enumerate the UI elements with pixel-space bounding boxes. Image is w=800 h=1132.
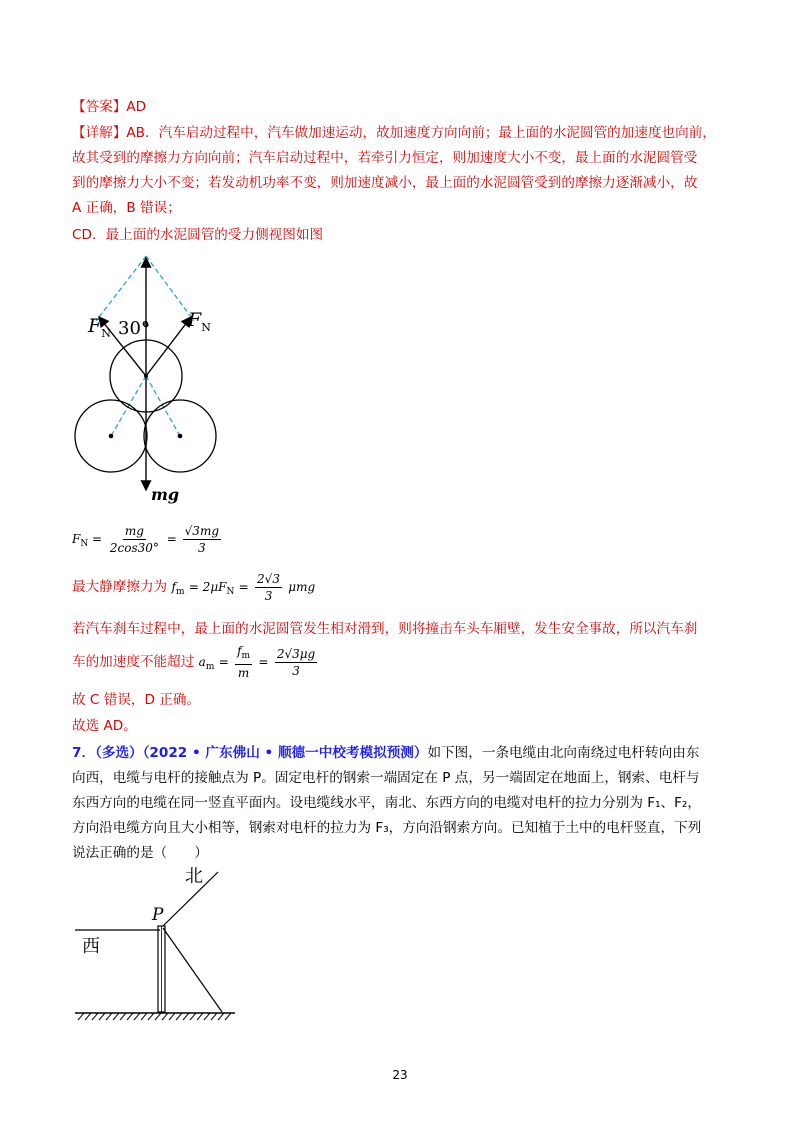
question-7-line-2: 向西，电缆与电杆的接触点为 P。固定电杆的钢索一端固定在 P 点，另一端固定在地面上，钢索、电杆与 xyxy=(72,770,700,786)
fn-right-label: $F_N$ xyxy=(188,309,211,334)
answer-value: AD xyxy=(126,99,147,115)
question-7-line-1 xyxy=(72,742,699,764)
guy-wire xyxy=(163,928,222,1012)
detail-tag: 【详解】 xyxy=(72,125,127,141)
detail-line-1 xyxy=(72,122,716,144)
mg-label: mg xyxy=(151,485,180,504)
force-diagram xyxy=(66,246,236,506)
answer-line xyxy=(72,96,146,118)
eq1-fraction-2: $\frac{√3mg}{3}$ xyxy=(184,524,219,555)
right-center-dot xyxy=(178,434,183,439)
left-center-dot xyxy=(109,434,114,439)
north-label: 北 xyxy=(185,866,203,887)
page-number: 23 xyxy=(392,1068,408,1082)
question-text-1: 如下图，一条电缆由北向南绕过电杆转向由东 xyxy=(427,745,700,761)
brake-line-2-prefix: 车的加速度不能超过 xyxy=(72,654,195,670)
answer-tag: 【答案】 xyxy=(72,99,127,115)
question-source-tag: （多选）（2022 • 广东佛山 • 顺德一中校考模拟预测） xyxy=(95,745,428,761)
eq1-lhs: $F_N$ xyxy=(72,532,89,549)
eq3-fraction-2: $\frac{2√3\mu g}{3}$ xyxy=(276,646,316,678)
angle-label: 30° xyxy=(118,318,150,339)
fn-left-label: $F_N$ xyxy=(88,315,111,340)
eq3-fraction-1: $\frac{f_m}{m}$ xyxy=(237,644,251,680)
eq2-mid: = $2\mu F_N$ xyxy=(188,580,235,597)
equation-fn: $F_N$ = $\frac{mg}{2\cos 30^\circ}$ = $\frac{√3mg}{3}$ xyxy=(72,524,219,555)
point-p-label: P xyxy=(152,905,164,925)
conclusion-line-1: 故 C 错误，D 正确。 xyxy=(72,692,201,708)
brake-line-2: 车的加速度不能超过 $a_m$ = $\frac{f_m}{m}$ = $\frac{2√3\mu g}{3}$ xyxy=(72,644,316,680)
pole-diagram xyxy=(70,862,250,1022)
detail-line-4: A 正确，B 错误； xyxy=(72,200,181,216)
fn-right-arrow xyxy=(146,317,191,376)
question-7-line-4: 方向沿电缆方向且大小相等，钢索对电杆的拉力为 F₃，方向沿钢索方向。已知植于土中的电杆竖直，下列 xyxy=(72,820,702,836)
eq2-prefix: 最大静摩擦力为 xyxy=(72,579,168,595)
question-number: 7． xyxy=(72,745,96,761)
detail-line-2: 故其受到的摩擦力方向向前；汽车启动过程中，若牵引力恒定，则加速度大小不变，最上面的水泥圆管受 xyxy=(72,150,698,166)
eq1-fraction-1: $\frac{mg}{2\cos 30^\circ}$ xyxy=(109,524,159,555)
dashed-construction-lines xyxy=(96,256,194,436)
detail-line-5: CD．最上面的水泥圆管的受力侧视图如图 xyxy=(72,227,324,243)
eq3-lhs: $a_m$ xyxy=(198,655,215,672)
brake-line-1: 若汽车刹车过程中，最上面的水泥圆管发生相对滑到，则将撞击车头车厢壁，发生安全事故，所以汽车刹 xyxy=(72,621,698,637)
question-7-line-3: 东西方向的电缆在同一竖直平面内。设电缆线水平，南北、东西方向的电缆对电杆的拉力分别为 F₁、F₂， xyxy=(72,795,701,811)
eq2-fraction: $\frac{2√3}{3}$ xyxy=(257,571,280,603)
eq2-lhs: $f_m$ xyxy=(171,580,185,597)
question-7-line-5: 说法正确的是（ ） xyxy=(72,845,208,861)
detail-text-1: AB．汽车启动过程中，汽车做加速运动，故加速度方向向前；最上面的水泥圆管的加速度也向前， xyxy=(126,125,716,141)
detail-line-3: 到的摩擦力大小不变；若发动机功率不变，则加速度减小，最上面的水泥圆管受到的摩擦力逐渐减小，故 xyxy=(72,175,698,191)
equation-max-friction: 最大静摩擦力为 $f_m = 2\mu F_N$ = $\frac{2√3}{3}$ μmg xyxy=(72,571,316,603)
conclusion-line-2: 故选 AD。 xyxy=(72,718,137,734)
ground-hatch xyxy=(78,1013,231,1020)
west-label: 西 xyxy=(82,936,100,957)
